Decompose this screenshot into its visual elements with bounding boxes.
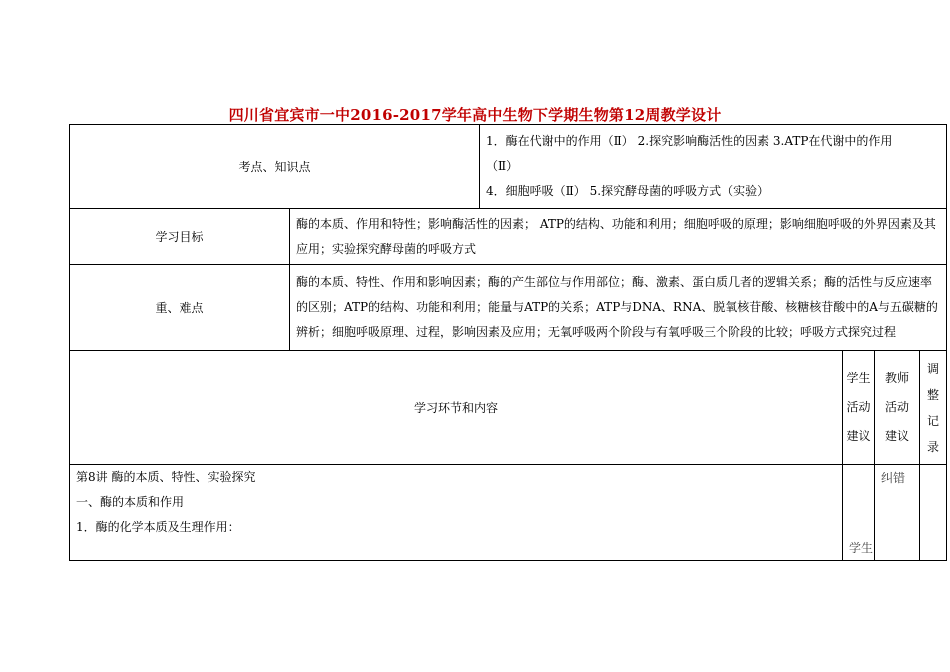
student-activity-header: 学生 活动 建议 [843,351,875,465]
row-mubiao [70,209,947,265]
section-heading: 一、酶的本质和作用 [76,495,185,509]
row-header [70,351,947,465]
row-zhongdian [70,265,947,351]
zhongdian-content: 酶的本质、特性、作用和影响因素；酶的产生部位与作用部位；酶、激素、蛋白质几者的逻辑关系；酶的活性与反应速率的区别；ATP的结构、功能和利用；能量与ATP的关系；ATP与DNA、RNA、脱氧核苷酸、核糖核苷酸中的A与五碳糖的辨析；细胞呼吸原理、过程，影响因素及应用；无氧呼吸两个阶段与有氧呼吸三个阶段的比较；呼吸方式探究过程 [296,275,938,339]
teacher-note: 纠错 [875,465,920,561]
document-title: 四川省宜宾市一中2016-2017学年高中生物下学期生物第12周教学设计 [228,106,722,124]
row-body [70,465,947,561]
teaching-plan-table [69,124,947,561]
mubiao-content: 酶的本质、作用和特性；影响酶活性的因素； ATP的结构、功能和利用；细胞呼吸的原理；影响细胞呼吸的外界因素及其应用；实验探究酵母菌的呼吸方式 [296,216,936,256]
body-content [70,465,843,561]
row-kaodian [70,125,947,209]
adjust-note [920,465,947,561]
zhongdian-label: 重、难点 [70,265,290,351]
student-note: 学生 [843,465,875,561]
kaodian-content [480,125,947,209]
kaodian-line-2: （Ⅱ） [486,159,519,173]
kaodian-line-1: 1．酶在代谢中的作用（Ⅱ） 2.探究影响酶活性的因素 3.ATP在代谢中的作用 [486,134,893,148]
mubiao-label: 学习目标 [70,209,290,265]
content-header: 学习环节和内容 [70,351,843,465]
kaodian-label: 考点、知识点 [70,125,480,209]
kaodian-line-3: 4．细胞呼吸（Ⅱ） 5.探究酵母菌的呼吸方式（实验） [486,184,770,198]
lecture-heading: 第8讲 酶的本质、特性、实验探究 [76,470,256,484]
adjust-record-header: 调 整 记 录 [920,351,947,465]
subsection-heading: 1．酶的化学本质及生理作用： [76,520,240,534]
teacher-activity-header: 教师 活动 建议 [875,351,920,465]
